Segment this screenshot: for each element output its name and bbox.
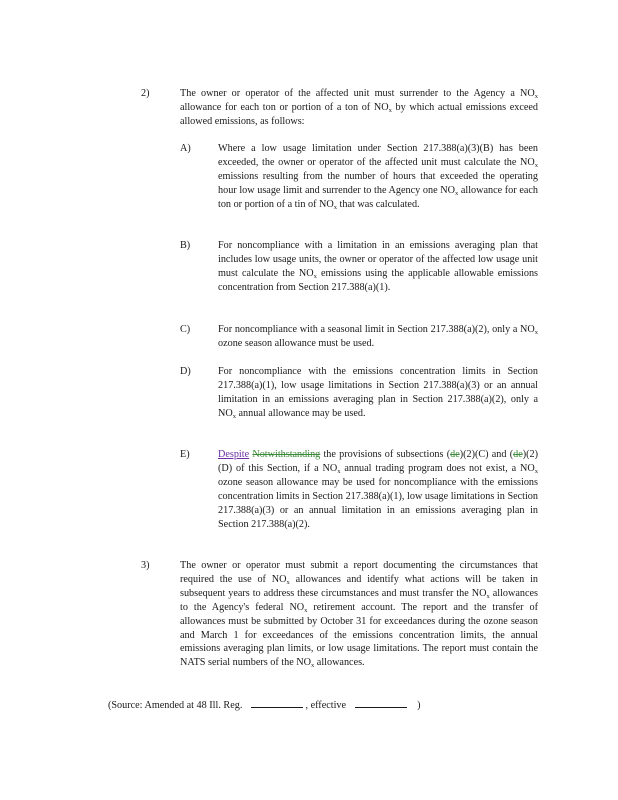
source-note — [108, 698, 548, 713]
subsection-a-label: A) — [180, 143, 191, 154]
register-blank — [251, 698, 303, 708]
subsection-a-text — [218, 142, 538, 212]
subsection-d-part2: annual allowance may be used. — [235, 407, 366, 419]
item-3-text — [180, 559, 538, 670]
subsection-b-sub1: x — [313, 272, 317, 280]
subsection-e-label: E) — [180, 449, 190, 460]
item-2-label: 2) — [141, 88, 150, 99]
subsection-e-sub2: x — [534, 467, 538, 475]
inserted-word-despite: Despite — [218, 449, 250, 460]
subsection-a-part1: Where a low usage limitation under Section 217.388(a)(3)(B) has been exceeded, the owner or operator of the affected unit must calculate the NO — [218, 143, 538, 168]
item-2-sub1: x — [534, 93, 538, 100]
subsection-a-sub2: x — [454, 189, 459, 197]
subsection-d-label: D) — [180, 366, 191, 377]
subsection-e-part5: ozone season allowance may be used for noncompliance with the emissions concentration limits in Section 217.388(a)(1), low usage limitations in Section 217.388(a)(3) or an annual limitation in an emissions averaging plan in Section 217.388(a)(2). — [218, 476, 538, 530]
subsection-c-label: C) — [180, 324, 191, 335]
subsection-a-part4: that was calculated. — [336, 198, 420, 210]
subsection-c-text — [218, 323, 538, 351]
item-2-text — [180, 87, 538, 129]
item-3-part3: allowances to the Agency's federal NO — [180, 587, 538, 613]
item-2-text-part2: allowance for each ton or portion of a ton of NO — [180, 101, 389, 113]
deleted-letters-2: de — [513, 449, 523, 460]
effective-date-blank — [355, 698, 407, 708]
subsection-d-sub1: x — [232, 412, 236, 420]
deleted-word-notwithstanding: Notwithstanding — [252, 449, 321, 460]
subsection-d-part1: For noncompliance with the emissions concentration limits in Section 217.388(a)(1), low usage limitations in Section 217.388(a)(3) or an annual limitation in an emissions averaging plan in Section 217.388(a)(2), only a NO — [218, 366, 538, 419]
item-3-part5: allowances. — [314, 657, 365, 669]
subsection-e-part3: )(2)(D) of this Section, if a NO — [218, 449, 539, 474]
subsection-e-part4: annual trading program does not exist, a NO — [340, 462, 535, 474]
item-2-text-part1: The owner or operator of the affected unit must surrender to the Agency a NO — [180, 88, 535, 99]
item-3-part4: retirement account. The report and the transfer of allowances must be submitted by October 31 for exceedances during the ozone season and March 1 for exceedances of the emissions concentration limits, the annual emissions averaging plan limits, or low usage limitations. The report must contain the NATS serial numbers of the NO — [180, 601, 538, 669]
item-2-text-part3: by which actual emissions exceed allowed emissions, as follows: — [180, 101, 538, 127]
subsection-e-part1: the provisions of subsections ( — [320, 449, 451, 460]
source-prefix: (Source: Amended at 48 Ill. Reg. — [108, 700, 243, 711]
item-3-sub2: x — [486, 592, 490, 600]
subsection-d-text — [218, 365, 538, 421]
subsection-a-sub1: x — [534, 161, 538, 169]
subsection-e-sub1: x — [337, 467, 341, 475]
item-3-sub3: x — [304, 606, 308, 614]
subsection-a-part3: allowance for each ton or portion of a tin of NO — [218, 184, 538, 210]
deleted-letters-1: de — [450, 449, 460, 460]
item-3-sub4: x — [311, 662, 315, 670]
subsection-a-sub3: x — [333, 203, 337, 211]
subsection-e-part2: )(2)(C) and ( — [459, 449, 514, 460]
subsection-c-sub1: x — [534, 329, 538, 336]
source-suffix: ) — [417, 700, 421, 711]
item-3-part1: The owner or operator must submit a report documenting the circumstances that required the use of NO — [180, 560, 538, 585]
subsection-b-part2: emissions using the applicable allowable emissions concentration from Section 217.388(a)(1). — [218, 267, 538, 293]
subsection-c-part1: For noncompliance with a seasonal limit in Section 217.388(a)(2), only a NO — [218, 324, 535, 335]
subsection-b-text — [218, 239, 538, 295]
subsection-e-text — [218, 448, 538, 531]
item-2-sub2: x — [388, 106, 392, 114]
subsection-b-label: B) — [180, 240, 191, 251]
item-3-label: 3) — [141, 560, 150, 571]
subsection-c-part2: ozone season allowance must be used. — [218, 337, 375, 349]
subsection-b-part1: For noncompliance with a limitation in an emissions averaging plan that includes low usage units, the owner or operator of the affected low usage unit must calculate the NO — [218, 240, 538, 279]
item-3-sub1: x — [286, 578, 290, 586]
item-3-part2: allowances and identify what actions will be taken in subsequent years to address these circumstances and must transfer the NO — [180, 573, 538, 599]
subsection-a-part2: emissions resulting from the number of hours that exceeded the operating hour low usage limit and surrender to the Agency one NO — [218, 170, 538, 196]
source-effective: , effective — [305, 700, 347, 711]
